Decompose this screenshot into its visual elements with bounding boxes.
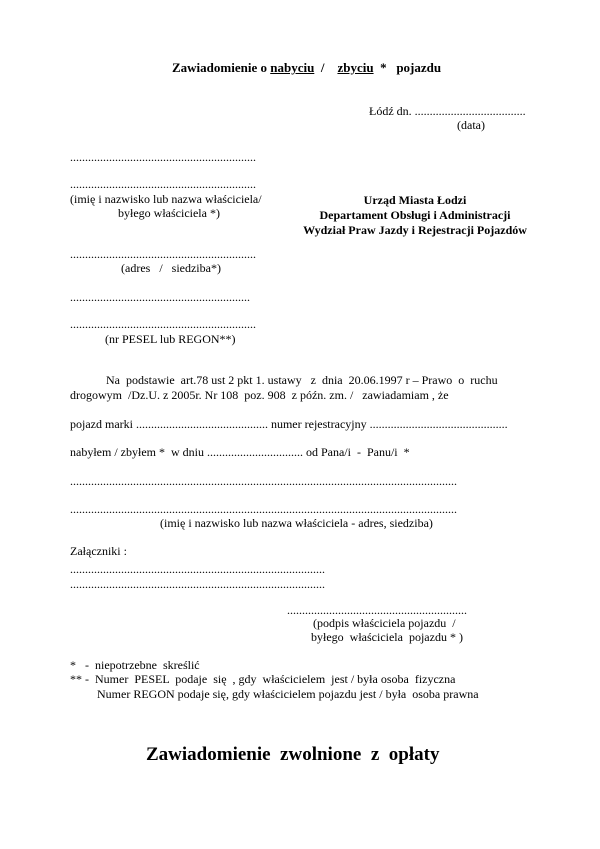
date-field[interactable]: Łódź dn. .....................................	[369, 104, 526, 118]
fee-exempt-title: Zawiadomienie zwolnione z opłaty	[146, 744, 440, 765]
footnote-2: ** - Numer PESEL podaje się , gdy właścicielem jest / była osoba fizyczna	[70, 672, 456, 686]
footnote-1: * - niepotrzebne skreślić	[70, 658, 200, 672]
owner-address-line[interactable]: ..............................................................	[70, 247, 256, 261]
party-line-1[interactable]: .................................................................................................................................	[70, 474, 457, 488]
owner-caption-2: byłego właściciela *)	[118, 206, 220, 220]
title-separator: /	[314, 60, 338, 75]
owner-name-line-2[interactable]: ..............................................................	[70, 177, 256, 191]
acquired-line[interactable]: nabyłem / zbyłem * w dniu ................................ od Pana/i - Panu/i *	[70, 445, 410, 459]
title-option-sale[interactable]: zbyciu	[337, 60, 374, 75]
party-caption: (imię i nazwisko lub nazwa właściciela - adres, siedziba)	[160, 516, 433, 530]
owner-extra-line[interactable]: ............................................................	[70, 290, 250, 304]
attachments-line-2[interactable]: .....................................................................................	[70, 577, 325, 591]
signature-line[interactable]: ............................................................	[287, 603, 467, 617]
addressee-line-3: Wydział Praw Jazdy i Rejestracji Pojazdów	[303, 223, 527, 237]
title-prefix: Zawiadomienie o	[172, 60, 271, 75]
form-title	[172, 61, 441, 74]
footnote-3: Numer REGON podaje się, gdy właścicielem pojazdu jest / była osoba prawna	[97, 687, 479, 701]
attachments-line-1[interactable]: .....................................................................................	[70, 562, 325, 576]
title-option-acquisition[interactable]: nabyciu	[270, 60, 315, 75]
attachments-label: Załączniki :	[70, 544, 127, 558]
signature-caption-2: byłego właściciela pojazdu * )	[311, 630, 463, 644]
party-line-2[interactable]: .................................................................................................................................	[70, 502, 457, 516]
date-caption: (data)	[457, 118, 485, 132]
owner-pesel-caption: (nr PESEL lub REGON**)	[105, 332, 236, 346]
owner-caption-1: (imię i nazwisko lub nazwa właściciela/	[70, 192, 262, 206]
addressee-line-2: Departament Obsługi i Administracji	[319, 208, 511, 222]
owner-address-caption: (adres / siedziba*)	[121, 261, 221, 275]
title-suffix: * pojazdu	[373, 60, 442, 75]
vehicle-line[interactable]: pojazd marki ............................................ numer rejestracyjny ..............................................	[70, 417, 508, 431]
body-paragraph-line-1: Na podstawie art.78 ust 2 pkt 1. ustawy z dnia 20.06.1997 r – Prawo o ruchu	[106, 373, 498, 387]
addressee-block	[300, 194, 530, 236]
body-paragraph-line-2: drogowym /Dz.U. z 2005r. Nr 108 poz. 908 z późn. zm. / zawiadamiam , że	[70, 388, 449, 402]
signature-caption-1: (podpis właściciela pojazdu /	[313, 616, 456, 630]
owner-name-line-1[interactable]: ..............................................................	[70, 150, 256, 164]
addressee-line-1: Urząd Miasta Łodzi	[363, 193, 467, 207]
owner-pesel-line[interactable]: ..............................................................	[70, 317, 256, 331]
